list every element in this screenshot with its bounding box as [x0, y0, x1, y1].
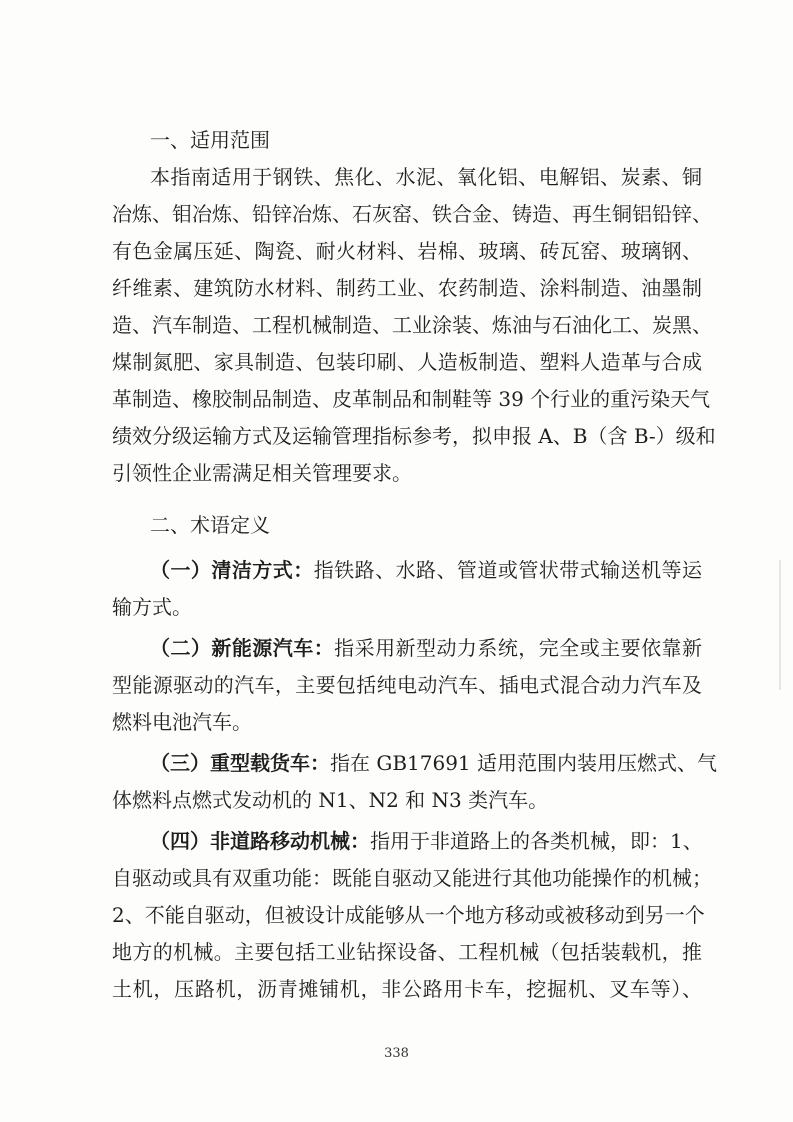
paragraph-line: 纤维素、建筑防水材料、制药工业、农药制造、涂料制造、油墨制: [112, 276, 702, 300]
paragraph-line: 革制造、橡胶制品制造、皮革制品和制鞋等 39 个行业的重污染天气: [112, 387, 711, 411]
term-label: （二）新能源汽车：: [150, 636, 335, 660]
term-text: 指铁路、水路、管道或管状带式输送机等运: [313, 558, 703, 582]
paragraph-line: 造、汽车制造、工程机械制造、工业涂装、炼油与石油化工、炭黑、: [112, 313, 712, 337]
paragraph-line: 本指南适用于钢铁、焦化、水泥、氧化铝、电解铝、炭素、铜: [150, 165, 702, 189]
paragraph-line: 2、不能自驱动，但被设计成能够从一个地方移动或被移动到另一个: [112, 903, 705, 927]
term-text: 指采用新型动力系统，完全或主要依靠新: [334, 636, 703, 660]
paragraph-line: 引领性企业需满足相关管理要求。: [112, 461, 412, 485]
section-heading-definitions: 二、术语定义: [150, 513, 270, 537]
term-label: （四）非道路移动机械：: [150, 829, 370, 853]
paragraph-line: 有色金属压延、陶瓷、耐火材料、岩棉、玻璃、砖瓦窑、玻璃钢、: [112, 239, 702, 263]
paragraph-line: 土机，压路机，沥青摊铺机，非公路用卡车，挖掘机、叉车等）、: [112, 977, 702, 1001]
paragraph-line: 冶炼、钼冶炼、铅锌冶炼、石灰窑、铁合金、铸造、再生铜铝铅锌、: [112, 202, 712, 226]
definition-new-energy-vehicle: [150, 633, 702, 663]
paragraph-line: 型能源驱动的汽车，主要包括纯电动汽车、插电式混合动力汽车及: [112, 673, 702, 697]
page-number: 338: [384, 1046, 409, 1061]
term-text: 指在 GB17691 适用范围内装用压燃式、气: [330, 751, 718, 775]
term-label: （一）清洁方式：: [150, 558, 314, 582]
paragraph-line: 绩效分级运输方式及运输管理指标参考，拟申报 A、B（含 B-）级和: [112, 424, 716, 448]
paragraph-line: 煤制氮肥、家具制造、包装印刷、人造板制造、塑料人造革与合成: [112, 350, 702, 374]
paragraph-line: 地方的机械。主要包括工业钻探设备、工程机械（包括装载机，推: [112, 940, 702, 964]
section-heading-scope: 一、适用范围: [150, 128, 270, 152]
definition-heavy-truck: [150, 748, 718, 778]
definition-clean-transport: [150, 555, 702, 585]
paragraph-line: 自驱动或具有双重功能：既能自驱动又能进行其他功能操作的机械；: [112, 866, 712, 890]
definition-non-road-machinery: [150, 826, 702, 856]
term-text: 指用于非道路上的各类机械，即：1、: [370, 829, 703, 853]
term-label: （三）重型载货车：: [150, 751, 330, 775]
scan-edge-mark: [779, 560, 781, 690]
paragraph-line: 体燃料点燃式发动机的 N1、N2 和 N3 类汽车。: [112, 788, 549, 812]
paragraph-line: 输方式。: [112, 595, 192, 619]
paragraph-line: 燃料电池汽车。: [112, 710, 252, 734]
